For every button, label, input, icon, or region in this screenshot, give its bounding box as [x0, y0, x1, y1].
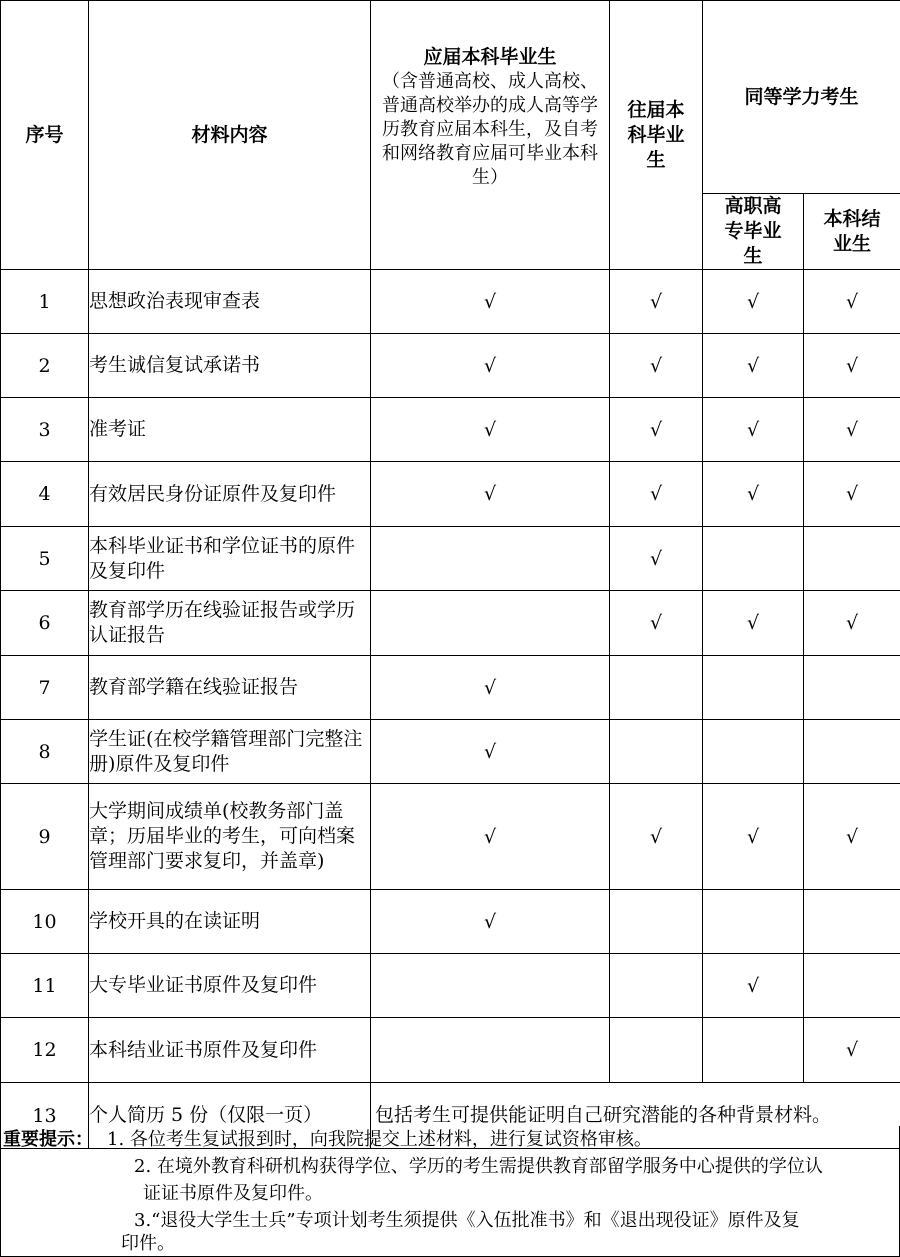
header-fresh-graduates: [371, 1, 610, 270]
row-number: 5: [1, 527, 89, 591]
row-number: 13: [1, 1083, 89, 1149]
table-row: [1, 591, 900, 656]
table-row: [1, 270, 900, 334]
check-completion: [804, 890, 900, 954]
check-fresh: [371, 954, 610, 1018]
header-material: 材料内容: [89, 1, 371, 270]
note-1: 1. 各位考生复试报到时，向我院提交上述材料，进行复试资格审核。: [107, 1129, 652, 1150]
check-vocational: [703, 890, 804, 954]
check-vocational: √: [703, 591, 804, 656]
table-row: [1, 656, 900, 720]
material-item: 考生诚信复试承诺书: [89, 334, 371, 398]
table-row: [1, 954, 900, 1018]
header-vocational-label: 高职高专毕业生: [724, 195, 782, 267]
header-past-title: 往届本科毕业生: [627, 98, 685, 171]
check-completion: [804, 656, 900, 720]
material-item: 本科结业证书原件及复印件: [89, 1018, 371, 1083]
check-completion: [804, 527, 900, 591]
check-fresh: [371, 591, 610, 656]
notes-label: 重要提示：: [3, 1129, 93, 1150]
check-completion: √: [804, 784, 900, 890]
check-vocational: √: [703, 270, 804, 334]
check-vocational: √: [703, 462, 804, 527]
note-3-line-2: 印件。: [121, 1233, 175, 1254]
check-fresh: [371, 527, 610, 591]
resume-note: 包括考生可提供能证明自己研究潜能的各种背景材料。: [371, 1083, 900, 1149]
header-undergrad-completion: [804, 194, 900, 270]
material-item: 教育部学籍在线验证报告: [89, 656, 371, 720]
table-row: [1, 720, 900, 784]
check-fresh: √: [371, 270, 610, 334]
header-past-graduates: [610, 1, 703, 270]
check-completion: √: [804, 591, 900, 656]
header-equivalent: 同等学力考生: [703, 1, 900, 194]
check-fresh: √: [371, 334, 610, 398]
check-past: √: [610, 334, 703, 398]
check-fresh: √: [371, 656, 610, 720]
check-past: [610, 1018, 703, 1083]
material-item: 学生证(在校学籍管理部门完整注册)原件及复印件: [89, 720, 371, 784]
row-number: 12: [1, 1018, 89, 1083]
material-item: 有效居民身份证原件及复印件: [89, 462, 371, 527]
note-2-line-1: 2. 在境外教育科研机构获得学位、学历的考生需提供教育部留学服务中心提供的学位认: [134, 1156, 823, 1177]
row-number: 2: [1, 334, 89, 398]
header-completion-label: 本科结业生: [823, 207, 881, 255]
check-vocational: √: [703, 398, 804, 462]
row-number: 11: [1, 954, 89, 1018]
header-seq: 序号: [1, 1, 89, 270]
check-completion: √: [804, 462, 900, 527]
check-past: √: [610, 527, 703, 591]
check-completion: √: [804, 398, 900, 462]
table-row: [1, 784, 900, 890]
important-notes: [0, 1126, 900, 1257]
check-vocational: [703, 656, 804, 720]
table-row: [1, 890, 900, 954]
check-fresh: √: [371, 398, 610, 462]
table-row: [1, 334, 900, 398]
material-item: 学校开具的在读证明: [89, 890, 371, 954]
check-past: √: [610, 784, 703, 890]
header-fresh-title: 应届本科毕业生: [423, 46, 557, 68]
check-vocational: √: [703, 954, 804, 1018]
check-vocational: √: [703, 334, 804, 398]
check-vocational: [703, 527, 804, 591]
check-past: [610, 656, 703, 720]
check-past: √: [610, 398, 703, 462]
row-number: 7: [1, 656, 89, 720]
check-completion: √: [804, 270, 900, 334]
check-fresh: √: [371, 462, 610, 527]
check-vocational: [703, 720, 804, 784]
check-fresh: √: [371, 890, 610, 954]
header-fresh-subtitle: （含普通高校、成人高校、普通高校举办的成人高等学历教育应届本科生，及自考和网络教育应届可毕业本科生）: [382, 71, 598, 188]
check-completion: √: [804, 1018, 900, 1083]
note-2-line-2: 证证书原件及复印件。: [143, 1183, 323, 1204]
row-number: 6: [1, 591, 89, 656]
material-item: 教育部学历在线验证报告或学历认证报告: [89, 591, 371, 656]
material-item: 个人简历 5 份（仅限一页）: [89, 1083, 371, 1149]
header-vocational-graduates: [703, 194, 804, 270]
check-past: √: [610, 591, 703, 656]
check-completion: √: [804, 334, 900, 398]
row-number: 10: [1, 890, 89, 954]
row-number: 4: [1, 462, 89, 527]
check-vocational: √: [703, 784, 804, 890]
material-item: 准考证: [89, 398, 371, 462]
material-item: 思想政治表现审查表: [89, 270, 371, 334]
row-number: 8: [1, 720, 89, 784]
table-row: [1, 398, 900, 462]
check-completion: [804, 954, 900, 1018]
check-past: [610, 954, 703, 1018]
row-number: 1: [1, 270, 89, 334]
row-number: 9: [1, 784, 89, 890]
check-past: [610, 890, 703, 954]
check-completion: [804, 720, 900, 784]
material-item: 大专毕业证书原件及复印件: [89, 954, 371, 1018]
material-item: 大学期间成绩单(校教务部门盖章；历届毕业的考生，可向档案管理部门要求复印，并盖章): [89, 784, 371, 890]
check-past: [610, 720, 703, 784]
check-fresh: [371, 1018, 610, 1083]
check-vocational: [703, 1018, 804, 1083]
table-row: [1, 1018, 900, 1083]
table-row: [1, 462, 900, 527]
table-row: [1, 527, 900, 591]
check-fresh: √: [371, 784, 610, 890]
check-fresh: √: [371, 720, 610, 784]
material-item: 本科毕业证书和学位证书的原件及复印件: [89, 527, 371, 591]
check-past: √: [610, 462, 703, 527]
note-3-line-1: 3.“退役大学生士兵”专项计划考生须提供《入伍批准书》和《退出现役证》原件及复: [134, 1210, 800, 1231]
row-number: 3: [1, 398, 89, 462]
check-past: √: [610, 270, 703, 334]
